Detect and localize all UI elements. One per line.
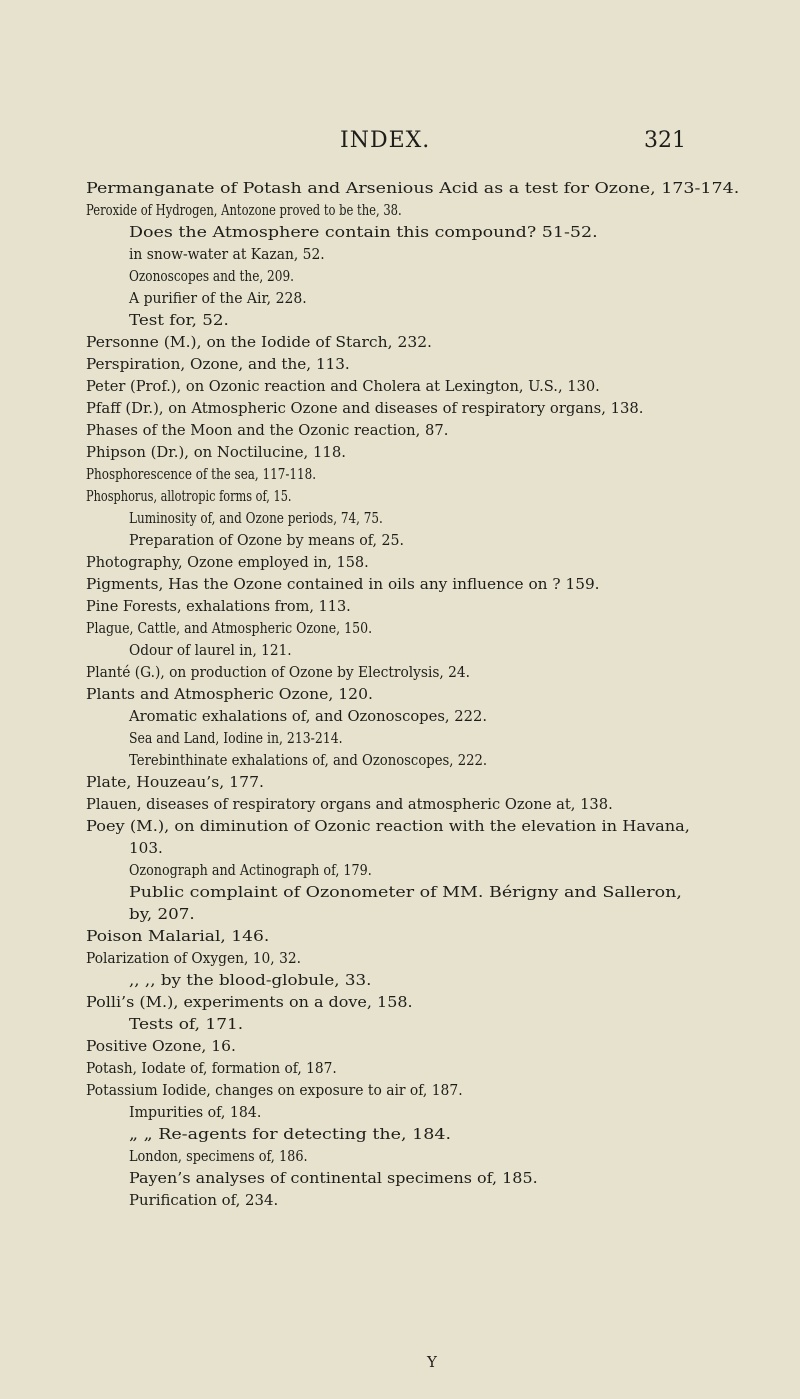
index-entry: Tests of, 171. xyxy=(129,1015,244,1033)
page-header xyxy=(0,128,800,162)
signature-mark: Y xyxy=(427,1353,437,1371)
index-entry: Test for, 52. xyxy=(129,311,229,329)
index-entry: Plants and Atmospheric Ozone, 120. xyxy=(86,685,373,703)
index-entry: Preparation of Ozone by means of, 25. xyxy=(129,531,405,549)
index-entry: in snow-water at Kazan, 52. xyxy=(129,245,325,263)
index-entry: A purifier of the Air, 228. xyxy=(129,289,307,307)
index-entry: Public complaint of Ozonometer of MM. Bérigny and Salleron, xyxy=(129,883,682,901)
index-entry: Does the Atmosphere contain this compound? 51-52. xyxy=(129,223,598,241)
index-entry: Peroxide of Hydrogen, Antozone proved to be the, 38. xyxy=(86,201,402,219)
index-entry: Odour of laurel in, 121. xyxy=(129,641,292,659)
index-entry: Impurities of, 184. xyxy=(129,1103,262,1121)
index-entry: ,, ,, by the blood-globule, 33. xyxy=(129,971,372,989)
index-entry: Poey (M.), on diminution of Ozonic reaction with the elevation in Havana, xyxy=(86,817,690,835)
index-entry: Peter (Prof.), on Ozonic reaction and Cholera at Lexington, U.S., 130. xyxy=(86,377,600,395)
index-entry: Poison Malarial, 146. xyxy=(86,927,270,945)
index-entry: Phosphorescence of the sea, 117-118. xyxy=(86,465,317,483)
index-entry: Potassium Iodide, changes on exposure to air of, 187. xyxy=(86,1081,463,1099)
index-entry: Personne (M.), on the Iodide of Starch, 232. xyxy=(86,333,432,351)
index-entry: Perspiration, Ozone, and the, 113. xyxy=(86,355,350,373)
index-entry: Plate, Houzeau’s, 177. xyxy=(86,773,264,791)
index-entry: by, 207. xyxy=(129,905,195,923)
index-entry: Sea and Land, Iodine in, 213-214. xyxy=(129,729,343,747)
index-entry: Luminosity of, and Ozone periods, 74, 75. xyxy=(129,509,383,527)
index-entry: Terebinthinate exhalations of, and Ozonoscopes, 222. xyxy=(129,751,488,769)
index-entry: Planté (G.), on production of Ozone by Electrolysis, 24. xyxy=(86,663,471,681)
index-entry: Phases of the Moon and the Ozonic reaction, 87. xyxy=(86,421,449,439)
index-entry: Pigments, Has the Ozone contained in oils any influence on ? 159. xyxy=(86,575,600,593)
index-entry: Ozonograph and Actinograph of, 179. xyxy=(129,861,372,879)
index-entry: Ozonoscopes and the, 209. xyxy=(129,267,295,285)
index-entry: Potash, Iodate of, formation of, 187. xyxy=(86,1059,337,1077)
index-entry: 103. xyxy=(129,839,163,857)
index-entry: Polli’s (M.), experiments on a dove, 158. xyxy=(86,993,413,1011)
index-entry: Pfaff (Dr.), on Atmospheric Ozone and diseases of respiratory organs, 138. xyxy=(86,399,644,417)
index-entry: Pine Forests, exhalations from, 113. xyxy=(86,597,351,615)
index-entry: Polarization of Oxygen, 10, 32. xyxy=(86,949,301,967)
index-entry: Plague, Cattle, and Atmospheric Ozone, 150. xyxy=(86,619,373,637)
index-entry: London, specimens of, 186. xyxy=(129,1147,308,1165)
index-entry: Aromatic exhalations of, and Ozonoscopes, 222. xyxy=(129,707,488,725)
page-number: 321 xyxy=(644,128,686,153)
running-title: INDEX. xyxy=(340,128,431,153)
index-entry: Plauen, diseases of respiratory organs and atmospheric Ozone at, 138. xyxy=(86,795,613,813)
index-entry: Phosphorus, allotropic forms of, 15. xyxy=(86,487,292,505)
index-entry: Positive Ozone, 16. xyxy=(86,1037,236,1055)
index-entry: Payen’s analyses of continental specimens of, 185. xyxy=(129,1169,538,1187)
index-entry: „ „ Re-agents for detecting the, 184. xyxy=(129,1125,452,1143)
index-entry: Photography, Ozone employed in, 158. xyxy=(86,553,369,571)
index-entry: Phipson (Dr.), on Noctilucine, 118. xyxy=(86,443,347,461)
index-entry: Permanganate of Potash and Arsenious Acid as a test for Ozone, 173-174. xyxy=(86,179,740,197)
index-entry: Purification of, 234. xyxy=(129,1191,279,1209)
